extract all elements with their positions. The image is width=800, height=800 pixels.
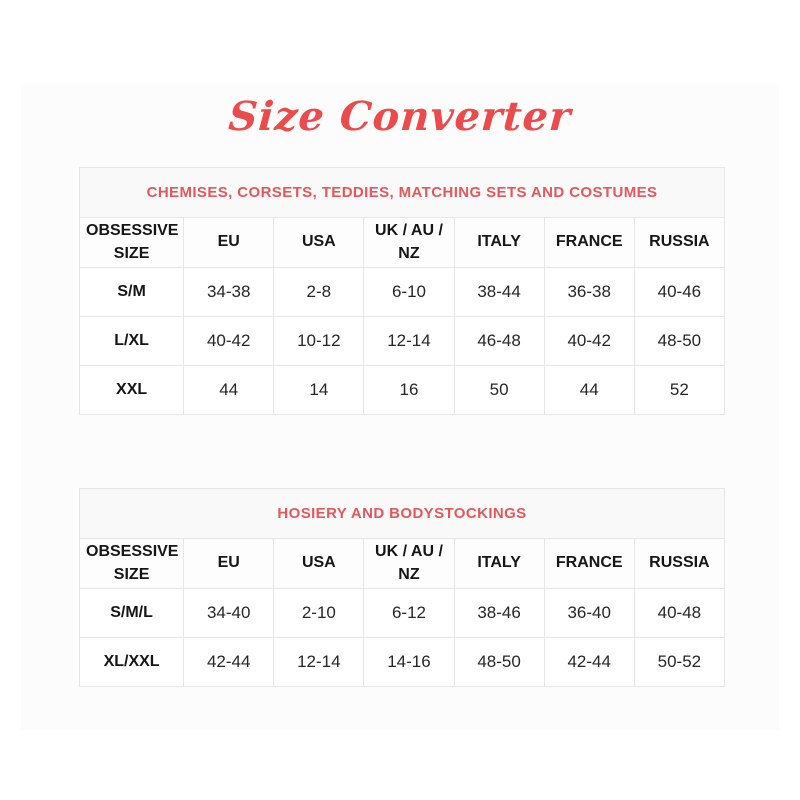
size-value-cell: 50-52 xyxy=(634,638,724,687)
column-header: FRANCE xyxy=(544,218,634,268)
size-value-cell: 40-42 xyxy=(184,317,274,366)
column-header: ITALY xyxy=(454,218,544,268)
size-value-cell: 34-38 xyxy=(184,268,274,317)
column-header: EU xyxy=(184,218,274,268)
table-title-row xyxy=(80,489,725,539)
column-header: ITALY xyxy=(454,539,544,589)
size-value-cell: 42-44 xyxy=(184,638,274,687)
table-section-title: CHEMISES, CORSETS, TEDDIES, MATCHING SETS AND COSTUMES xyxy=(80,168,725,218)
size-table-chemises-corsets xyxy=(79,167,725,415)
size-value-cell: 2-8 xyxy=(274,268,364,317)
table-section-title: HOSIERY AND BODYSTOCKINGS xyxy=(80,489,725,539)
size-label-cell: XXL xyxy=(80,366,184,415)
size-value-cell: 16 xyxy=(364,366,454,415)
size-value-cell: 46-48 xyxy=(454,317,544,366)
size-value-cell: 36-40 xyxy=(544,589,634,638)
column-header: UK / AU / NZ xyxy=(364,218,454,268)
column-header-row xyxy=(80,218,725,268)
size-value-cell: 14 xyxy=(274,366,364,415)
size-value-cell: 50 xyxy=(454,366,544,415)
size-value-cell: 34-40 xyxy=(184,589,274,638)
size-value-cell: 52 xyxy=(634,366,724,415)
size-value-cell: 42-44 xyxy=(544,638,634,687)
table-title-row xyxy=(80,168,725,218)
column-header-row xyxy=(80,539,725,589)
size-value-cell: 2-10 xyxy=(274,589,364,638)
table-row xyxy=(80,638,725,687)
column-header: UK / AU / NZ xyxy=(364,539,454,589)
table-row xyxy=(80,589,725,638)
size-value-cell: 6-12 xyxy=(364,589,454,638)
column-header: OBSESSIVE SIZE xyxy=(80,539,184,589)
column-header: OBSESSIVE SIZE xyxy=(80,218,184,268)
table-row xyxy=(80,366,725,415)
size-value-cell: 36-38 xyxy=(544,268,634,317)
size-value-cell: 10-12 xyxy=(274,317,364,366)
column-header: USA xyxy=(274,539,364,589)
size-value-cell: 40-46 xyxy=(634,268,724,317)
size-label-cell: XL/XXL xyxy=(80,638,184,687)
size-table-hosiery-bodystockings xyxy=(79,488,725,687)
page-title: Size Converter xyxy=(227,93,573,140)
column-header: EU xyxy=(184,539,274,589)
size-value-cell: 12-14 xyxy=(364,317,454,366)
size-value-cell: 38-44 xyxy=(454,268,544,317)
column-header: RUSSIA xyxy=(634,218,724,268)
size-label-cell: S/M/L xyxy=(80,589,184,638)
size-value-cell: 44 xyxy=(544,366,634,415)
size-value-cell: 40-42 xyxy=(544,317,634,366)
size-value-cell: 6-10 xyxy=(364,268,454,317)
table-row xyxy=(80,268,725,317)
size-label-cell: L/XL xyxy=(80,317,184,366)
table-row xyxy=(80,317,725,366)
size-value-cell: 40-48 xyxy=(634,589,724,638)
size-label-cell: S/M xyxy=(80,268,184,317)
size-value-cell: 38-46 xyxy=(454,589,544,638)
size-value-cell: 44 xyxy=(184,366,274,415)
column-header: RUSSIA xyxy=(634,539,724,589)
column-header: USA xyxy=(274,218,364,268)
size-value-cell: 12-14 xyxy=(274,638,364,687)
column-header: FRANCE xyxy=(544,539,634,589)
size-value-cell: 14-16 xyxy=(364,638,454,687)
size-value-cell: 48-50 xyxy=(634,317,724,366)
size-value-cell: 48-50 xyxy=(454,638,544,687)
